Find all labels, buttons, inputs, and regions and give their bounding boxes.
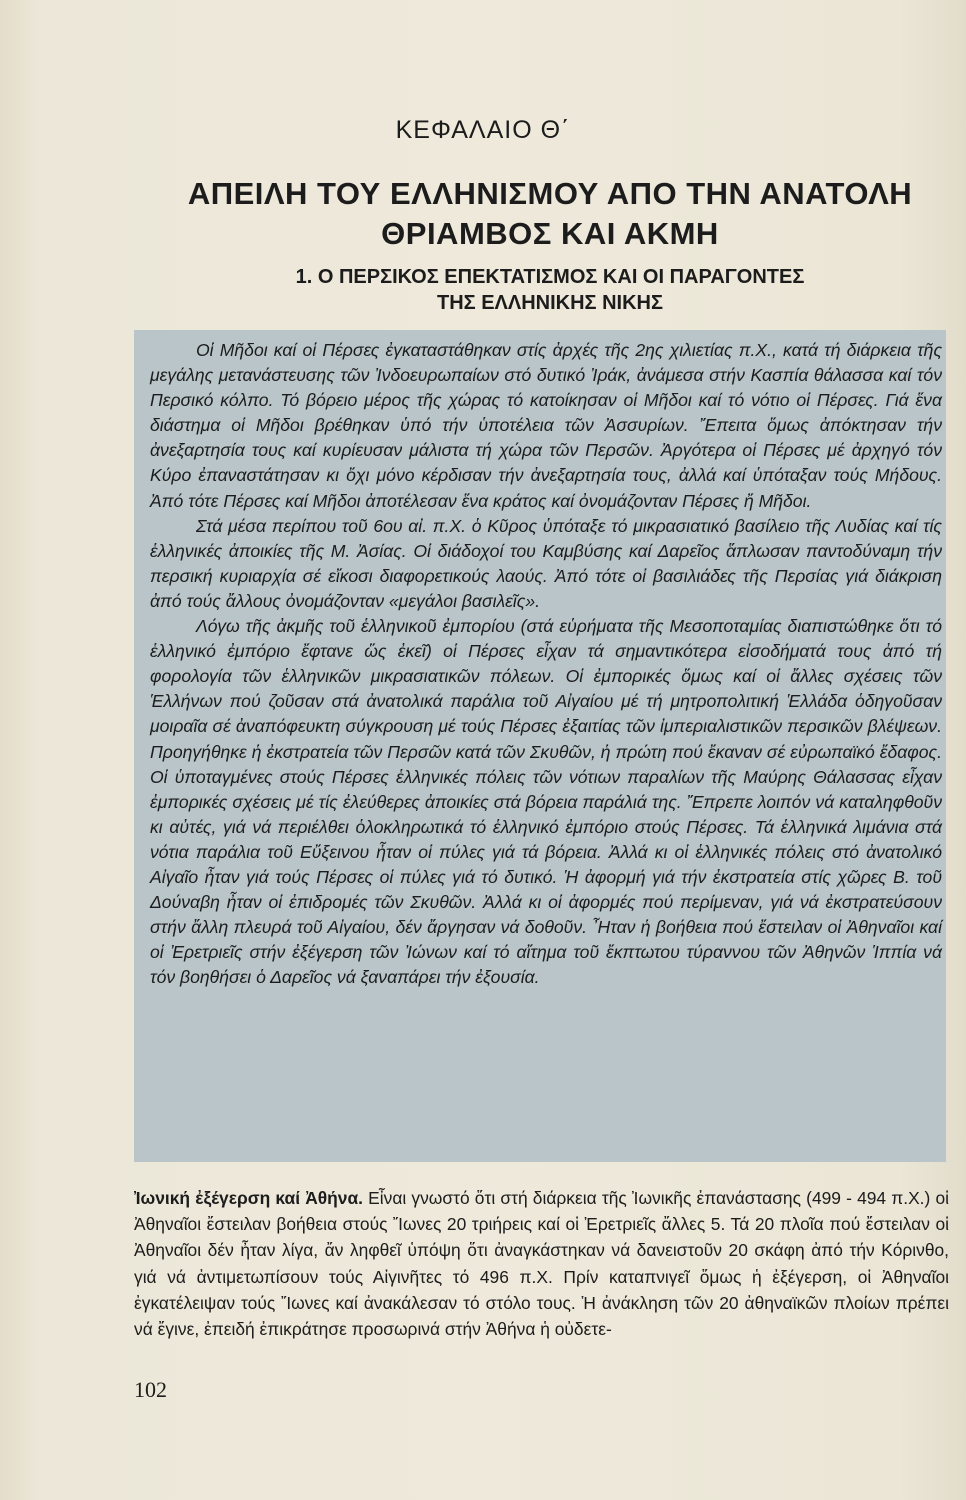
- body-heading: Ἰωνική ἐξέγερση καί Ἀθήνα.: [134, 1188, 363, 1208]
- highlighted-text: [150, 338, 942, 990]
- boxed-paragraph-2: Στά μέσα περίπου τοῦ 6ου αἰ. π.Χ. ὁ Κῦρος ὑπόταξε τό μικρασιατικό βασίλειο τῆς Λυδίας καί τίς ἑλληνικές ἀποικίες τῆς Μ. Ἀσίας. Οἱ διάδοχοί του Καμβύσης καί Δαρεῖος ἅπλωσαν παντοδύναμη τήν περσική κυριαρχία σέ εἴκοσι διαφορετικούς λαούς. Ἀπό τότε οἱ βασιλιάδες τῆς Περσίας γιά διάκριση ἀπό τούς ἄλλους ὀνομάζονταν «μεγάλοι βασιλεῖς».: [150, 515, 942, 611]
- section-title-line-1: 1. Ο ΠΕΡΣΙΚΟΣ ΕΠΕΚΤΑΤΙΣΜΟΣ ΚΑΙ ΟΙ ΠΑΡΑΓΟΝΤΕΣ: [295, 266, 805, 288]
- body-paragraph: [134, 1185, 949, 1342]
- section-title-line-2: ΤΗΣ ΕΛΛΗΝΙΚΗΣ ΝΙΚΗΣ: [436, 292, 663, 314]
- chapter-label: ΚΕΦΑΛΑΙΟ Θ΄: [395, 116, 571, 144]
- chapter-title-line-1: ΑΠΕΙΛΗ ΤΟΥ ΕΛΛΗΝΙΣΜΟΥ ΑΠΟ ΤΗΝ ΑΝΑΤΟΛΗ: [187, 176, 913, 211]
- chapter-title-line-2: ΘΡΙΑΜΒΟΣ ΚΑΙ ΑΚΜΗ: [381, 216, 719, 251]
- boxed-paragraph-3: Λόγω τῆς ἀκμῆς τοῦ ἑλληνικοῦ ἐμπορίου (στά εὑρήματα τῆς Μεσοποταμίας διαπιστώθηκε ὅτι τό ἑλληνικό ἐμπόριο ἔφτανε ὥς ἐκεῖ) οἱ Πέρσες εἶχαν τά σημαντικότερα εἰσοδήματά τους ἀπό τή φορολογία τῶν ἑλληνικῶν μικρασιατικῶν πόλεων. Οἱ ἐμπορικές ὅμως καί οἱ ἄλλες σχέσεις τῶν Ἑλλήνων πού ζοῦσαν στά ἀνατολικά παράλια τοῦ Αἰγαίου μέ τή μητροπολιτική Ἑλλάδα ὁδηγοῦσαν μοιραῖα σέ ἀναπόφευκτη σύγκρουση μέ τούς Πέρσες ἐξαιτίας τῶν ἰμπεριαλιστικῶν περσικῶν βλέψεων. Προηγήθηκε ἡ ἐκστρατεία τῶν Περσῶν κατά τῶν Σκυθῶν, ἡ πρώτη πού ἔκαναν σέ εὐρωπαϊκό ἔδαφος. Οἱ ὑποταγμένες στούς Πέρσες ἑλληνικές πόλεις τῶν νότιων παραλίων τῆς Μαύρης Θάλασσας εἶχαν ἐμπορικές σχέσεις μέ τίς ἐλεύθερες ἀποικίες στά βόρεια παράλιά της. Ἔπρεπε λοιπόν νά καταληφθοῦν κι αὐτές, γιά νά περιέλθει ὁλοκληρωτικά τό ἑλληνικό ἐμπόριο στούς Πέρσες. Τά ἑλληνικά λιμάνια στά νότια παράλια τοῦ Εὔξεινου ἦταν οἱ πύλες γιά τά βόρεια. Ἀλλά κι οἱ ἑλληνικές πόλεις στό ἀνατολικό Αἰγαῖο ἦταν γιά τούς Πέρσες οἱ πύλες γιά τό δυτικό. Ἡ ἀφορμή γιά τήν ἐκστρατεία στίς χῶρες Β. τοῦ Δούναβη ἦταν οἱ ἐπιδρομές τῶν Σκυθῶν. Ἀλλά κι οἱ ἀφορμές πού περίμεναν, γιά νά ἐκστρατεύσουν στήν ἄλλη πλευρά τοῦ Αἰγαίου, δέν ἄργησαν νά δοθοῦν. Ἦταν ἡ βοήθεια πού ἔστειλαν οἱ Ἀθηναῖοι καί οἱ Ἐρετριεῖς στήν ἐξέγερση τῶν Ἰώνων καί τό αἴτημα τοῦ ἔκπτωτου τύραννου τῶν Ἀθηνῶν Ἱππία νά τόν βοηθήσει ὁ Δαρεῖος νά ξαναπάρει τήν ἐξουσία.: [150, 616, 942, 988]
- boxed-paragraph-1: Οἱ Μῆδοι καί οἱ Πέρσες ἐγκαταστάθηκαν στίς ἀρχές τῆς 2ης χιλιετίας π.Χ., κατά τή διάρκεια τῆς μεγάλης μετανάστευσης τῶν Ἰνδοευρωπαίων στό δυτικό Ἰράκ, ἀνάμεσα στήν Κασπία θάλασσα καί τόν Περσικό κόλπο. Τό βόρειο μέρος τῆς χώρας τό κατοίκησαν οἱ Μῆδοι καί τό νότιο οἱ Πέρσες. Γιά ἕνα διάστημα οἱ Μῆδοι βρέθηκαν ὑπό τήν ὑποτέλεια τῶν Ἀσσυρίων. Ἔπειτα ὅμως ἀπόκτησαν τήν ἀνεξαρτησία τους καί κυρίευσαν μάλιστα τή χώρα τῶν Περσῶν. Ἀργότερα οἱ Πέρσες μέ ἀρχηγό τόν Κύρο ἐπαναστάτησαν κι ὄχι μόνο κέρδισαν τήν ἀνεξαρτησία τους, ἀλλά καί ὑπόταξαν τούς Μήδους. Ἀπό τότε Πέρσες καί Μῆδοι ἀποτέλεσαν ἕνα κράτος καί ὀνομάζονταν Πέρσες ἤ Μῆδοι.: [150, 340, 942, 511]
- body-text: Εἶναι γνωστό ὅτι στή διάρκεια τῆς Ἰωνικῆς ἐπανάστασης (499 - 494 π.Χ.) οἱ Ἀθηναῖοι ἔστειλαν βοήθεια στούς Ἴωνες 20 τριήρεις καί οἱ Ἐρετριεῖς ἄλλες 5. Τά 20 πλοῖα πού ἔστειλαν οἱ Ἀθηναῖοι δέν ἦταν λίγα, ἄν ληφθεῖ ὑπόψη ὅτι ἀναγκάστηκαν νά δανειστοῦν 20 σκάφη ἀπό τήν Κόρινθο, γιά νά ἀντιμετωπίσουν τούς Αἰγινῆτες τό 496 π.Χ. Πρίν καταπνιγεῖ ὅμως ἡ ἐξέγερση, οἱ Ἀθηναῖοι ἐγκατέλειψαν τούς Ἴωνες καί ἀνακάλεσαν τό στόλο τους. Ἡ ἀνάκληση τῶν 20 ἀθηναϊκῶν πλοίων πρέπει νά ἔγινε, ἐπειδή ἐπικράτησε προσωρινά στήν Ἀθήνα ἡ οὐδετε-: [134, 1188, 949, 1340]
- page-number: 102: [134, 1377, 167, 1402]
